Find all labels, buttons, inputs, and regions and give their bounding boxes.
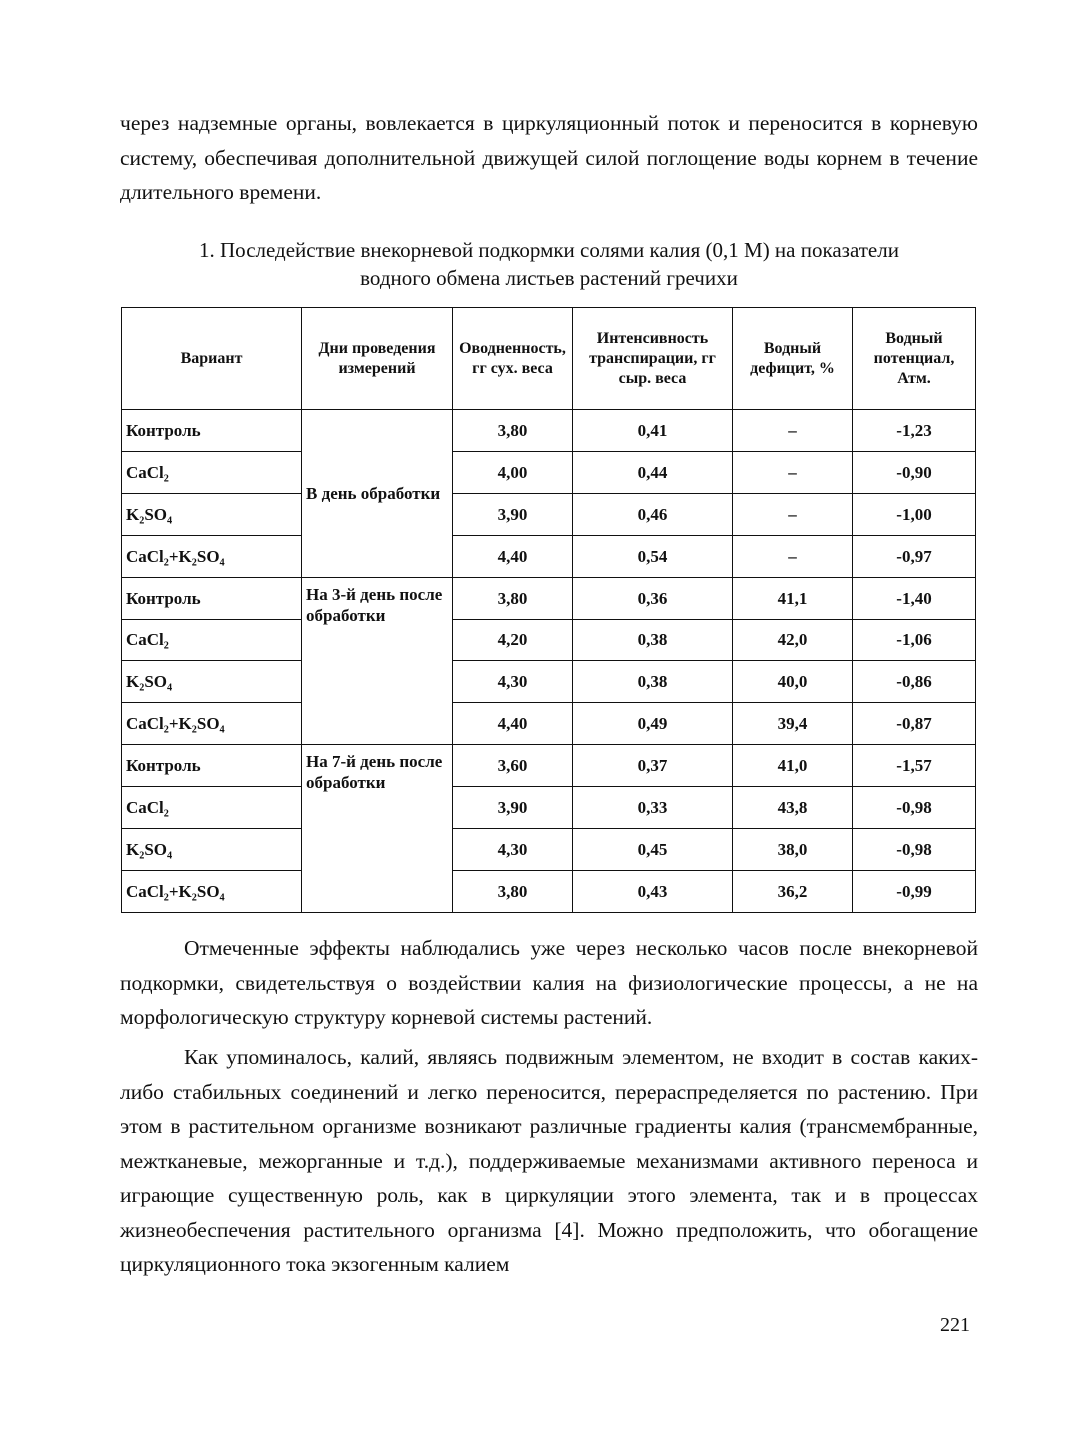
page-number: 221 (940, 1314, 970, 1336)
header-cell: Интенсивность транспирации, гг сыр. веса (573, 308, 733, 410)
value-cell: -0,87 (853, 703, 976, 745)
value-cell: 43,8 (733, 787, 853, 829)
value-cell: 0,41 (573, 410, 733, 452)
value-cell: 0,46 (573, 493, 733, 535)
variant-cell: CaCl₂+K₂SO₄ (122, 703, 302, 745)
value-cell: 0,44 (573, 451, 733, 493)
paragraph-intro: через надземные органы, вовлекается в циркуляционный поток и переносится в корневую систему, обеспечивая дополнительной движущей силой поглощение воды корнем в течение длительного времени. (120, 111, 978, 204)
value-cell: -1,06 (853, 619, 976, 661)
table-row (122, 661, 976, 703)
value-cell: 0,38 (573, 661, 733, 703)
value-cell: 3,80 (453, 410, 573, 452)
caption-line-2: водного обмена листьев растений гречихи (360, 266, 738, 290)
value-cell: 0,45 (573, 829, 733, 871)
value-cell: – (733, 493, 853, 535)
variant-cell: CaCl₂ (122, 619, 302, 661)
table-row (122, 451, 976, 493)
paragraph-effects: Отмеченные эффекты наблюдались уже через несколько часов после внекорневой подкормки, свидетельствуя о воздействии калия на физиологические процессы, а не на морфологическую структуру корневой системы растений. (120, 936, 978, 1029)
value-cell: 40,0 (733, 661, 853, 703)
day-cell: На 7-й день после обработки (302, 745, 453, 913)
value-cell: 3,60 (453, 745, 573, 787)
value-cell: 0,38 (573, 619, 733, 661)
header-cell: Водный потенциал, Атм. (853, 308, 976, 410)
table-row (122, 745, 976, 787)
value-cell: -0,86 (853, 661, 976, 703)
data-table (121, 307, 976, 913)
variant-cell: K₂SO₄ (122, 661, 302, 703)
value-cell: -0,98 (853, 829, 976, 871)
variant-cell: CaCl₂+K₂SO₄ (122, 535, 302, 577)
value-cell: 3,80 (453, 870, 573, 912)
table-body (122, 410, 976, 913)
table-row (122, 829, 976, 871)
value-cell: -0,90 (853, 451, 976, 493)
variant-cell: Контроль (122, 745, 302, 787)
value-cell: 0,36 (573, 577, 733, 619)
value-cell: 4,40 (453, 703, 573, 745)
table-header-row (122, 308, 976, 410)
value-cell: -0,97 (853, 535, 976, 577)
value-cell: 4,00 (453, 451, 573, 493)
value-cell: – (733, 410, 853, 452)
value-cell: 3,80 (453, 577, 573, 619)
header-cell: Водный дефицит, % (733, 308, 853, 410)
value-cell: 41,1 (733, 577, 853, 619)
table-row (122, 870, 976, 912)
variant-cell: Контроль (122, 410, 302, 452)
table-row (122, 535, 976, 577)
table-row (122, 619, 976, 661)
variant-cell: K₂SO₄ (122, 829, 302, 871)
header-cell: Вариант (122, 308, 302, 410)
value-cell: -0,99 (853, 870, 976, 912)
variant-cell: CaCl₂+K₂SO₄ (122, 870, 302, 912)
value-cell: -1,23 (853, 410, 976, 452)
variant-cell: Контроль (122, 577, 302, 619)
value-cell: 0,43 (573, 870, 733, 912)
value-cell: -1,40 (853, 577, 976, 619)
header-cell: Оводненность, гг сух. веса (453, 308, 573, 410)
header-cell: Дни проведения измерений (302, 308, 453, 410)
table-row (122, 410, 976, 452)
value-cell: 3,90 (453, 787, 573, 829)
value-cell: 42,0 (733, 619, 853, 661)
table-row (122, 703, 976, 745)
paragraph-potassium: Как упоминалось, калий, являясь подвижным элементом, не входит в состав каких-либо стабильных соединений и легко переносится, перераспределяется по растению. При этом в растительном организме возникают различные градиенты калия (трансмембранные, межтканевые, межорганные и т.д.), поддерживаемые механизмами активного переноса и играющие существенную роль, как в циркуляции этого элемента, так и в процессах жизнеобеспечения растительного организма [4]. Можно предположить, что обогащение циркуляционного тока экзогенным калием (120, 1045, 978, 1276)
value-cell: 4,30 (453, 661, 573, 703)
value-cell: 39,4 (733, 703, 853, 745)
value-cell: 4,40 (453, 535, 573, 577)
value-cell: 36,2 (733, 870, 853, 912)
table-row (122, 493, 976, 535)
table-row (122, 577, 976, 619)
value-cell: -1,00 (853, 493, 976, 535)
table-caption (120, 236, 978, 292)
value-cell: -0,98 (853, 787, 976, 829)
value-cell: 4,30 (453, 829, 573, 871)
variant-cell: CaCl₂ (122, 451, 302, 493)
value-cell: – (733, 535, 853, 577)
value-cell: 4,20 (453, 619, 573, 661)
value-cell: 3,90 (453, 493, 573, 535)
value-cell: – (733, 451, 853, 493)
value-cell: 38,0 (733, 829, 853, 871)
value-cell: 0,49 (573, 703, 733, 745)
variant-cell: K₂SO₄ (122, 493, 302, 535)
value-cell: 41,0 (733, 745, 853, 787)
value-cell: -1,57 (853, 745, 976, 787)
day-cell: В день обработки (302, 410, 453, 578)
table-row (122, 787, 976, 829)
value-cell: 0,37 (573, 745, 733, 787)
caption-line-1: 1. Последействие внекорневой подкормки солями калия (0,1 М) на показатели (199, 238, 899, 262)
variant-cell: CaCl₂ (122, 787, 302, 829)
value-cell: 0,54 (573, 535, 733, 577)
day-cell: На 3-й день после обработки (302, 577, 453, 745)
value-cell: 0,33 (573, 787, 733, 829)
